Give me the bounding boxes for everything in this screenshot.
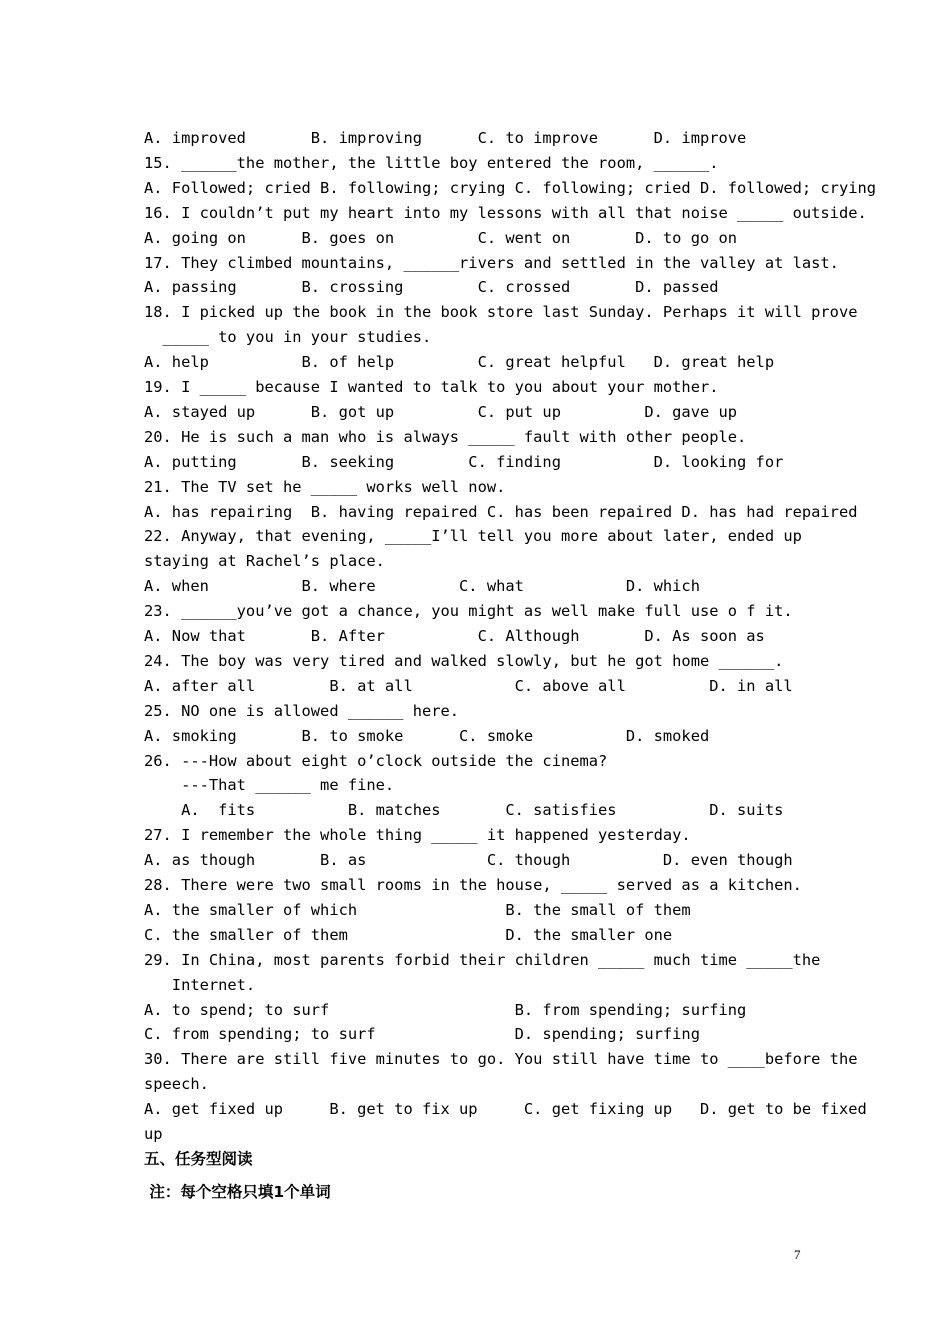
text-line: A. get fixed up B. get to fix up C. get fixing up D. get to be fixed	[144, 1100, 867, 1119]
text-line: A. Now that B. After C. Although D. As soon as	[144, 627, 765, 645]
text-line: A. as though B. as C. though D. even though	[144, 851, 793, 870]
text-line: 注：每个空格只填1个单词	[144, 1182, 331, 1201]
text-line: Internet.	[144, 975, 256, 994]
text-line: 29. In China, most parents forbid their children _____ much time _____the	[144, 950, 821, 969]
text-line: 25. NO one is allowed ______ here.	[144, 701, 460, 720]
text-line: A. fits B. matches C. satisfies D. suits	[144, 801, 784, 820]
text-line: speech.	[144, 1075, 209, 1094]
text-line: 17. They climbed mountains, ______rivers and settled in the valley at last.	[144, 253, 839, 272]
text-line: ---That ______ me fine.	[144, 776, 395, 795]
text-line: A. stayed up B. got up C. put up D. gave up	[144, 402, 738, 421]
text-line: up	[144, 1125, 163, 1143]
text-line: A. passing B. crossing C. crossed D. passed	[144, 278, 719, 297]
text-line: 16. I couldn’t put my heart into my lessons with all that noise _____ outside.	[144, 203, 867, 222]
text-line: A. help B. of help C. great helpful D. great help	[144, 353, 775, 372]
text-line: A. going on B. goes on C. went on D. to go on	[144, 228, 738, 247]
text-line: 22. Anyway, that evening, _____I’ll tell you more about later, ended up	[144, 527, 802, 546]
text-line: A. after all B. at all C. above all D. in all	[144, 676, 793, 695]
text-line: 30. There are still five minutes to go. You still have time to ____before the	[144, 1050, 858, 1069]
text-line: A. Followed; cried B. following; crying C. following; cried D. followed; crying	[144, 178, 877, 197]
text-line: A. the smaller of which B. the small of them	[144, 900, 691, 919]
text-line: A. when B. where C. what D. which	[144, 577, 700, 596]
text-line: _____ to you in your studies.	[144, 328, 432, 347]
text-line: 20. He is such a man who is always _____ fault with other people.	[144, 427, 747, 446]
text-line: 21. The TV set he _____ works well now.	[144, 477, 506, 496]
page-number: 7	[794, 1247, 801, 1262]
text-line: 26. ---How about eight o’clock outside the cinema?	[144, 751, 608, 770]
text-line: 15. ______the mother, the little boy entered the room, ______.	[144, 153, 719, 172]
text-line: A. improved B. improving C. to improve D. improve	[144, 129, 747, 147]
text-line: 五、任务型阅读	[144, 1149, 253, 1168]
text-line: A. to spend; to surf B. from spending; surfing	[144, 1000, 747, 1019]
text-line: C. from spending; to surf D. spending; surfing	[144, 1025, 700, 1044]
text-line: 27. I remember the whole thing _____ it happened yesterday.	[144, 826, 691, 845]
text-line: A. putting B. seeking C. finding D. looking for	[144, 452, 784, 471]
text-line: A. has repairing B. having repaired C. has been repaired D. has had repaired	[144, 502, 858, 521]
text-line: A. smoking B. to smoke C. smoke D. smoked	[144, 726, 710, 745]
text-line: C. the smaller of them D. the smaller one	[144, 925, 673, 944]
text-line: 19. I _____ because I wanted to talk to you about your mother.	[144, 378, 719, 396]
text-line: staying at Rachel’s place.	[144, 552, 385, 571]
text-line: 23. ______you’ve got a chance, you might as well make full use o f it.	[144, 602, 793, 621]
text-line: 18. I picked up the book in the book store last Sunday. Perhaps it will prove	[144, 303, 858, 322]
text-line: 28. There were two small rooms in the house, _____ served as a kitchen.	[144, 876, 802, 894]
text-line: 24. The boy was very tired and walked slowly, but he got home ______.	[144, 651, 784, 670]
